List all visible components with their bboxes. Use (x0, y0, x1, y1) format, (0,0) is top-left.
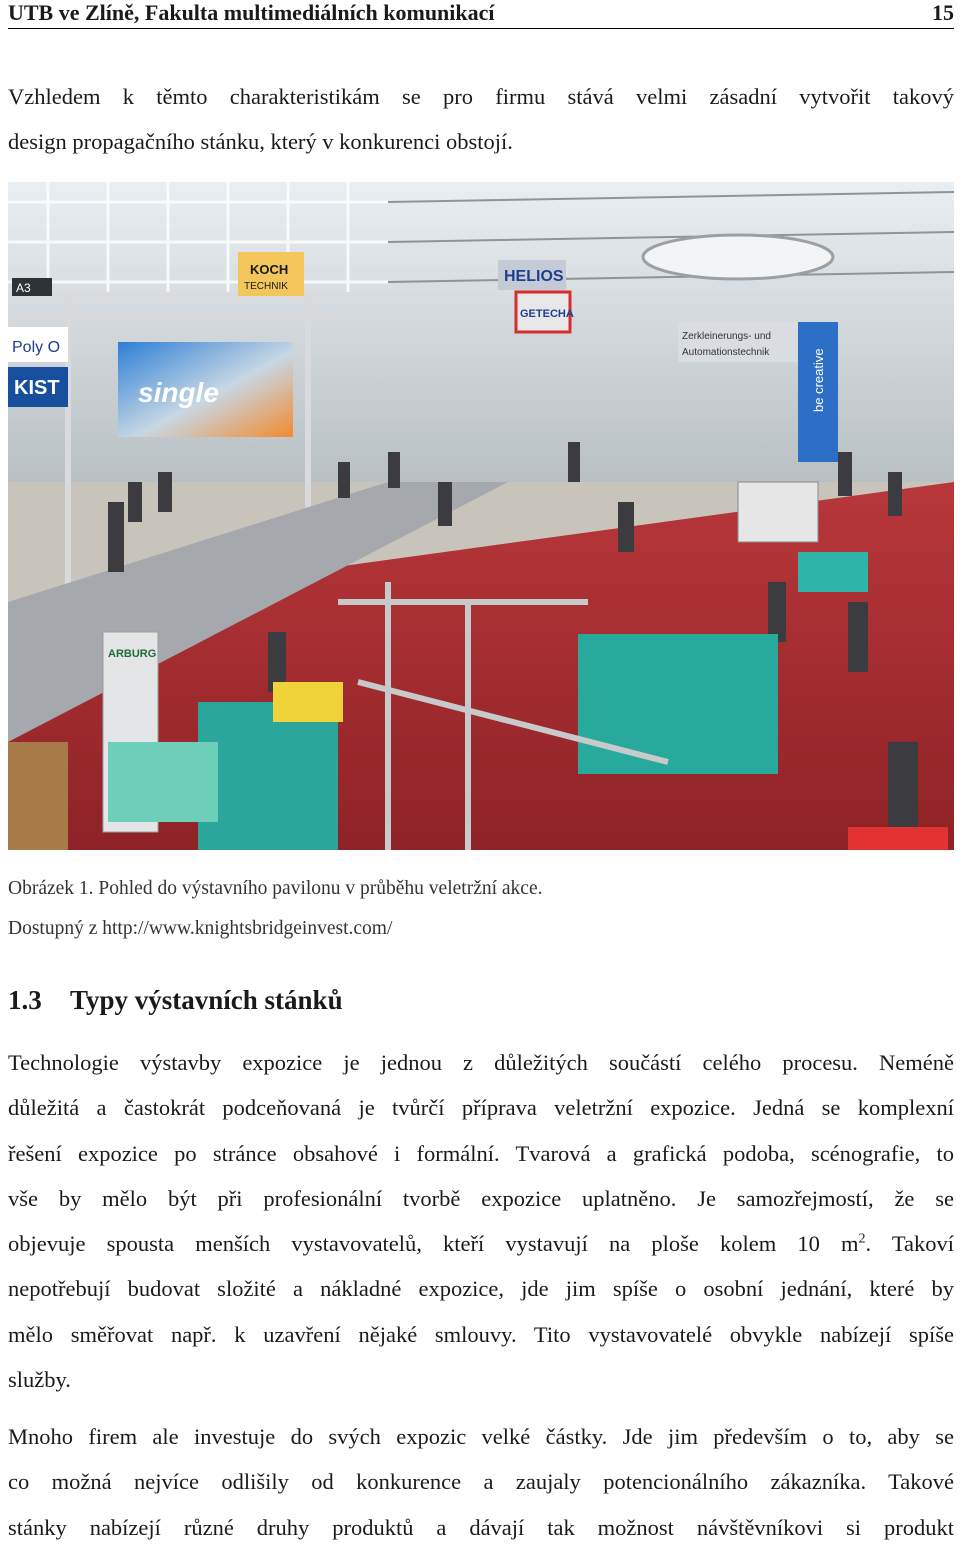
intro-line: design propagačního stánku, který v konkurenci obstojí. (8, 129, 513, 155)
intro-paragraph (8, 74, 954, 165)
kist-sign-text: KIST (14, 377, 60, 399)
page-number: 15 (932, 0, 954, 25)
figure-source: Dostupný z http://www.knightsbridgeinvest.com/ (8, 918, 393, 939)
body-line-part: . Takoví (865, 1231, 954, 1257)
helios-sign-text: HELIOS (504, 268, 564, 285)
be-creative-sign-text: be creative (811, 348, 826, 412)
body-line: služby. (8, 1367, 71, 1393)
body-line: Technologie výstavby expozice je jednou z důležitých součástí celého procesu. Neméně (8, 1050, 954, 1075)
body-line: vše by mělo být při profesionální tvorbě expozice uplatněno. Je samozřejmostí, že se (8, 1185, 954, 1211)
body-line: stánky nabízejí různé druhy produktů a dávají tak možnost návštěvníkovi si produkt (8, 1514, 954, 1540)
intro-line: Vzhledem k těmto charakteristikám se pro firmu stává velmi zásadní vytvořit takový (8, 84, 954, 109)
hall-number: A3 (16, 281, 31, 295)
body-line-with-superscript (8, 1221, 954, 1266)
arburg-sign-text: ARBURG (108, 648, 157, 660)
koch-sign-text: KOCH (250, 262, 289, 277)
body-paragraph-2 (8, 1414, 954, 1550)
getecha-sign-text: GETECHA (520, 308, 574, 320)
koch-sign-sub: TECHNIK (244, 281, 288, 292)
exhibition-hall-photo (8, 182, 954, 850)
exhibition-hall-illustration (8, 182, 954, 850)
poly-sign-text: Poly O (12, 339, 61, 356)
single-sign-text: single (138, 377, 219, 408)
auto-sign-text: Automationstechnik (682, 347, 770, 358)
section-number: 1.3 (8, 985, 42, 1015)
running-header (8, 0, 954, 29)
figure-caption: Obrázek 1. Pohled do výstavního pavilonu v průběhu veletržní akce. (8, 878, 543, 899)
body-paragraph-1 (8, 1040, 954, 1402)
body-line: co možná nejvíce odlišily od konkurence a zaujaly potencionálního zákazníka. Takové (8, 1469, 954, 1495)
section-title: Typy výstavních stánků (70, 985, 343, 1015)
section-heading (8, 982, 343, 1018)
superscript: 2 (858, 1231, 866, 1247)
body-line: nepotřebují budovat složité a nákladné expozice, jde jim spíše o osobní jednání, které by (8, 1276, 954, 1302)
body-line: řešení expozice po stránce obsahové i formální. Tvarová a grafická podoba, scénografie, to (8, 1140, 954, 1166)
header-title: UTB ve Zlíně, Fakulta multimediálních komunikací (8, 0, 495, 25)
body-line: mělo směřovat např. k uzavření nějaké smlouvy. Tito vystavovatelé obvykle nabízejí spíše (8, 1321, 954, 1347)
body-line: důležitá a častokrát podceňovaná je tvůrčí příprava veletržní expozice. Jedná se komplexní (8, 1095, 954, 1121)
zerkl-sign-text: Zerkleinerungs- und (682, 331, 771, 342)
body-line: Mnoho firem ale investuje do svých expozic velké částky. Jde jim především o to, aby se (8, 1424, 954, 1449)
body-line-part: objevuje spousta menších vystavovatelů, kteří vystavují na ploše kolem 10 m (8, 1231, 859, 1257)
